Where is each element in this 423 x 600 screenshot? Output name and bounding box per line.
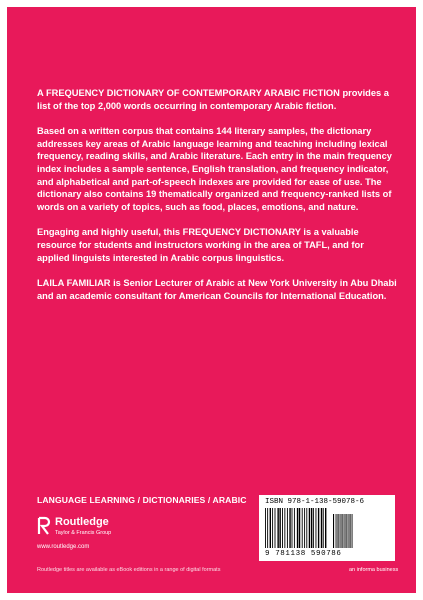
blurb-text: is a valuable resource for students and instructors working in the area of TAFL, and for applied linguists interested in Arabic corpus linguistics. [37, 227, 364, 263]
blurb-text: provides a list of the top 2,000 words occurring in contemporary Arabic fiction. [37, 88, 389, 111]
publisher-url: www.routledge.com [37, 544, 90, 550]
blurb-paragraph-2: Based on a written corpus that contains 144 literary samples, the dictionary addresses key areas of Arabic language learning and teaching including lexical frequency, reading skills, and Arabic literature. Each entry in the main frequency index includes a sample sentence, English translation, and frequency indicator, and alphabetical and part-of-speech indexes are provided for ease of use. The dictionary also contains 19 thematically organized and frequency-ranked lists of words on a variety of topics, such as food, places, emotions, and nature. [37, 126, 392, 212]
author-name: LAILA FAMILIAR [37, 278, 111, 289]
ean-number: 9 781138 590786 [265, 550, 342, 558]
ean-digits [265, 550, 342, 558]
back-cover [7, 7, 416, 593]
author-bio [37, 277, 397, 302]
ebook-note: Routledge titles are available as eBook editions in a range of digital formats [37, 567, 221, 573]
blurb-paragraph-1 [37, 87, 397, 112]
isbn-barcode [259, 495, 395, 561]
publisher-logo [37, 514, 217, 564]
routledge-logo-icon [37, 516, 51, 536]
isbn-number: ISBN 978-1-138-59078-6 [265, 498, 365, 506]
informa-tagline: an informa business [349, 567, 399, 573]
publisher-name: Routledge [55, 516, 109, 528]
book-title-inline: FREQUENCY DICTIONARY [182, 227, 301, 238]
publisher-group: Taylor & Francis Group [55, 530, 112, 536]
barcode-bars [265, 508, 389, 550]
blurb-paragraph-3 [37, 226, 397, 264]
subject-categories: LANGUAGE LEARNING / DICTIONARIES / ARABIC [37, 495, 247, 505]
author-bio-text: is Senior Lecturer of Arabic at New York University in Abu Dhabi and an academic consultant for American Councils for International Education. [37, 278, 397, 301]
blurb-text: Engaging and highly useful, this [37, 227, 183, 238]
book-title-inline: A FREQUENCY DICTIONARY OF CONTEMPORARY ARABIC FICTION [37, 88, 340, 98]
blurb [37, 87, 397, 315]
